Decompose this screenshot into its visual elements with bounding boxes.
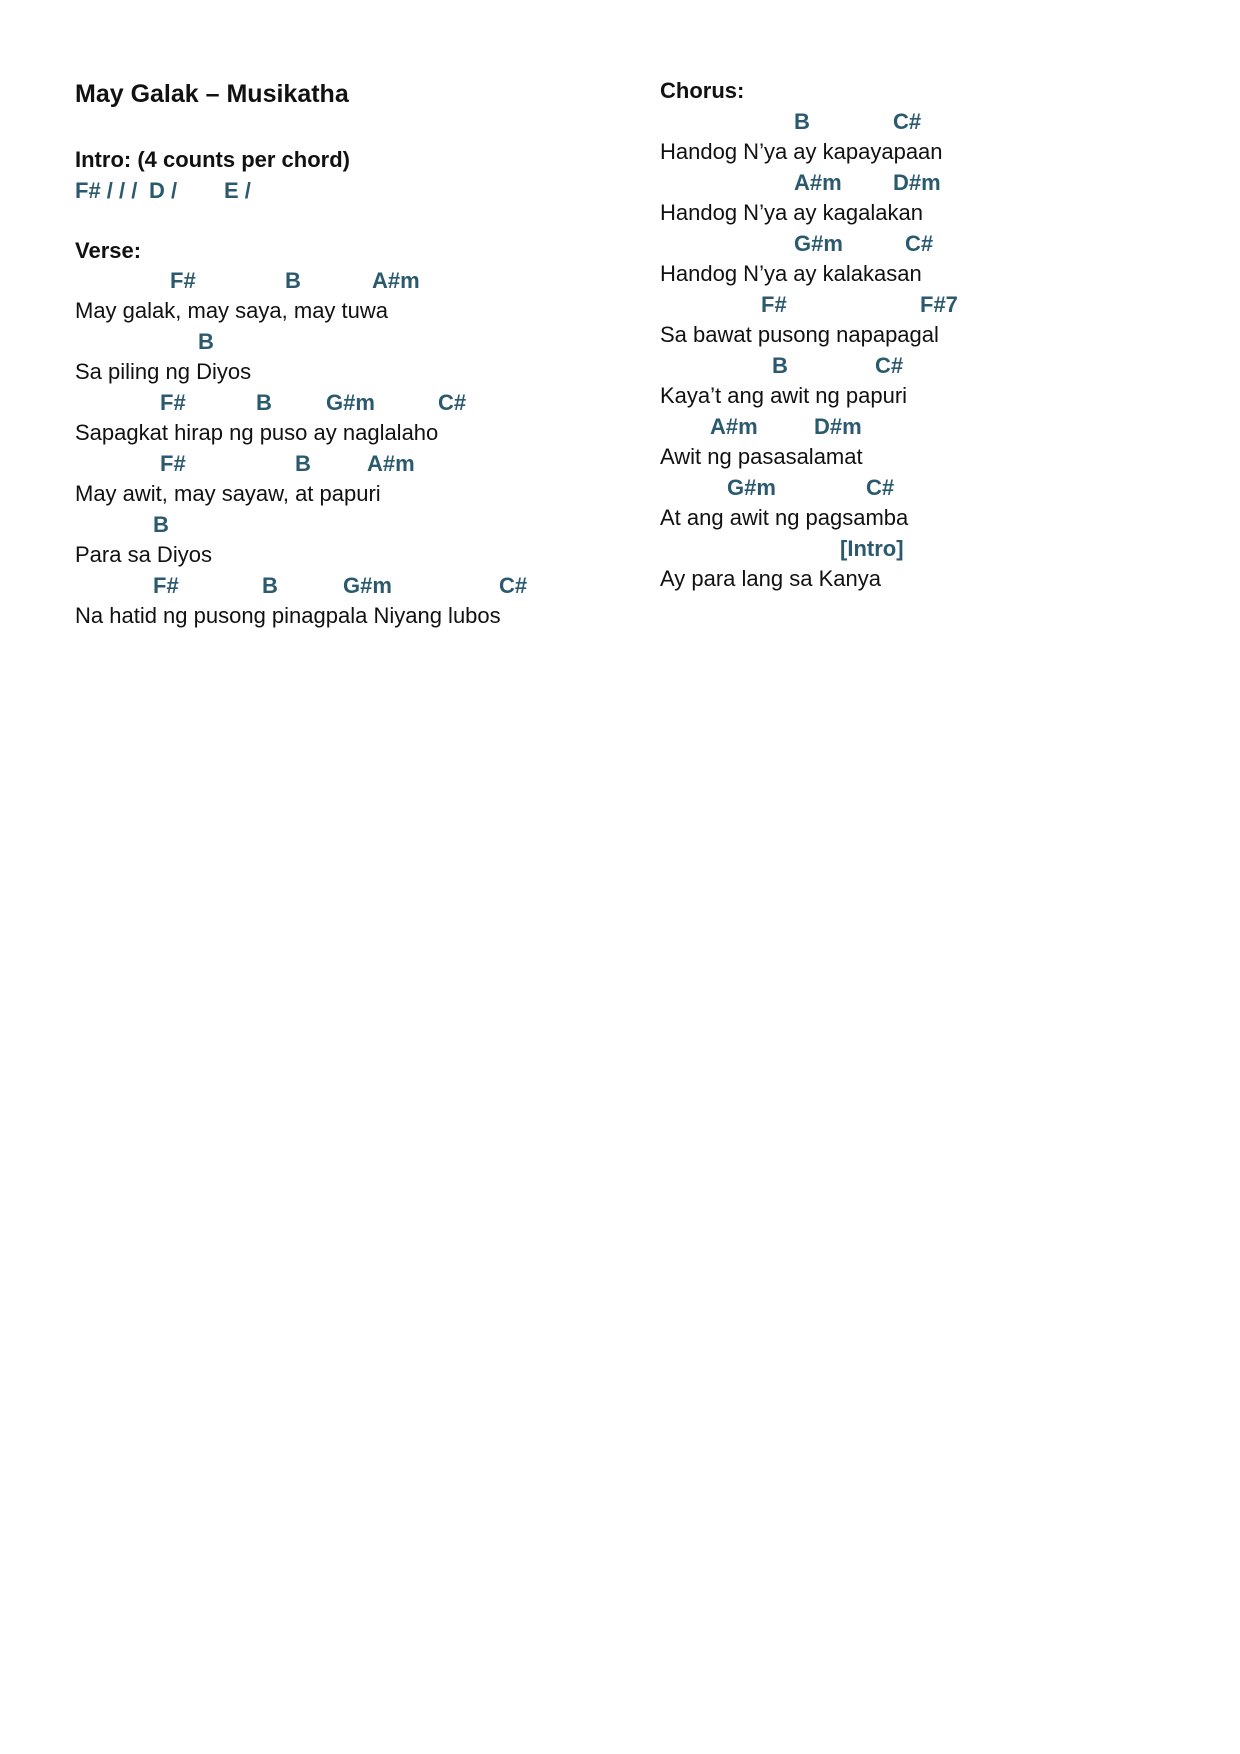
chord: B — [794, 109, 810, 134]
chord: C# — [875, 353, 904, 378]
lyric-line: Sa bawat pusong napapagal — [660, 322, 939, 347]
lyric-line: Sa piling ng Diyos — [75, 359, 252, 384]
lyric-line: May awit, may sayaw, at papuri — [75, 481, 381, 506]
intro-chord: D / — [149, 178, 178, 203]
intro-heading: Intro: (4 counts per chord) — [75, 147, 350, 172]
lyric-line: Sapagkat hirap ng puso ay naglalaho — [75, 420, 439, 445]
lyric-line: Handog N’ya ay kagalakan — [660, 200, 923, 225]
verse-heading: Verse: — [75, 238, 142, 263]
chord: D#m — [814, 414, 862, 439]
chord: A#m — [794, 170, 842, 195]
lyric-line: Awit ng pasasalamat — [660, 444, 863, 469]
chord: C# — [499, 573, 528, 598]
chord: [Intro] — [840, 536, 904, 561]
chord: B — [262, 573, 278, 598]
intro-chord: E / — [224, 178, 251, 203]
lyric-line: May galak, may saya, may tuwa — [75, 298, 389, 323]
lyric-line: Para sa Diyos — [75, 542, 212, 567]
chord: B — [772, 353, 788, 378]
chord: C# — [866, 475, 895, 500]
chorus-heading: Chorus: — [660, 78, 745, 103]
chord: F# — [170, 268, 196, 293]
chord: A#m — [367, 451, 415, 476]
chord: F#7 — [920, 292, 958, 317]
lyric-line: At ang awit ng pagsamba — [660, 505, 909, 530]
chord: G#m — [727, 475, 776, 500]
chord: B — [295, 451, 311, 476]
chord: C# — [905, 231, 934, 256]
song-title: May Galak – Musikatha — [75, 80, 349, 108]
chord: C# — [438, 390, 467, 415]
chord: F# — [761, 292, 787, 317]
chord: G#m — [794, 231, 843, 256]
lyric-line: Na hatid ng pusong pinagpala Niyang lubos — [75, 603, 501, 628]
chord: A#m — [372, 268, 420, 293]
chord: F# — [153, 573, 179, 598]
lyric-line: Kaya’t ang awit ng papuri — [660, 383, 908, 408]
chord: B — [256, 390, 272, 415]
chord: B — [198, 329, 214, 354]
chord: A#m — [710, 414, 758, 439]
chord: C# — [893, 109, 922, 134]
lyric-line: Handog N’ya ay kalakasan — [660, 261, 922, 286]
lyric-line: Ay para lang sa Kanya — [660, 566, 881, 591]
chord: G#m — [326, 390, 375, 415]
intro-chord: F# / / / — [75, 178, 138, 203]
chord: F# — [160, 451, 186, 476]
lyric-line: Handog N’ya ay kapayapaan — [660, 139, 943, 164]
chord: G#m — [343, 573, 392, 598]
chord: B — [285, 268, 301, 293]
chord: F# — [160, 390, 186, 415]
chord: D#m — [893, 170, 941, 195]
chord: B — [153, 512, 169, 537]
